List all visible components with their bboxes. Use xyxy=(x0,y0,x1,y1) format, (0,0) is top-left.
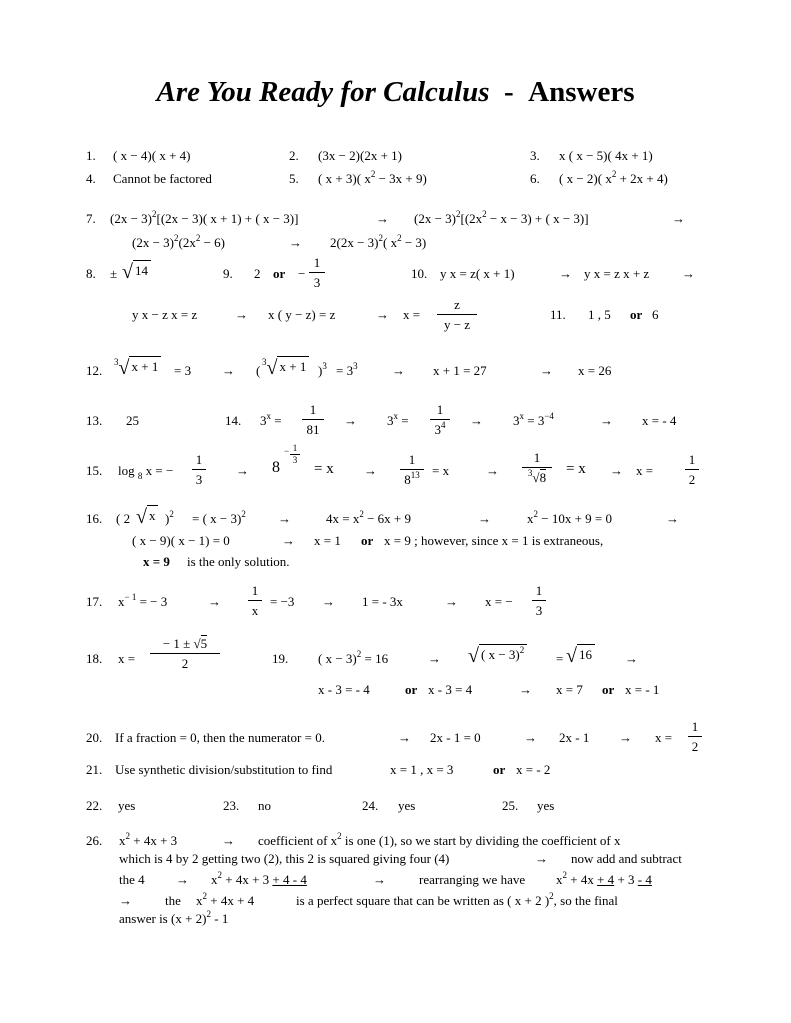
answer-26-line-4c: is a perfect square that can be written as ( x + 2 )$^2$, so the final xyxy=(296,891,618,908)
arrow-icon: → xyxy=(428,651,441,666)
answer-number: 11. xyxy=(550,307,566,322)
answer-16-power: )$^2$ xyxy=(165,509,174,526)
answer-26-line-3c: rearranging we have xyxy=(419,872,526,887)
answer-16-x9: x = 9 ; however, since x = 1 is extraneous, xyxy=(384,533,604,548)
arrow-icon: → xyxy=(208,594,221,609)
answer-19-x-neg1: x = - 1 xyxy=(625,682,660,697)
answer-11-value-2: 6 xyxy=(652,307,659,322)
arrow-icon: → xyxy=(373,872,386,887)
answer-11-values: 1 , 5 xyxy=(588,307,611,322)
answer-26-line-2b: now add and subtract xyxy=(571,851,682,866)
answer-number: 2. xyxy=(289,148,299,163)
answer-12-cube-root: $^3$√ x + 1 xyxy=(114,358,161,378)
answer-16-solution: x = 9 xyxy=(143,554,170,569)
answer-20-text: If a fraction = 0, then the numerator = 0. xyxy=(115,730,325,745)
answer-number: 6. xyxy=(530,171,540,186)
answer-15-eq-x-2: = x xyxy=(432,463,450,478)
answer-16-eq: = ( x − 3)$^2$ xyxy=(192,509,246,526)
answer-26-line-2: which is 4 by 2 getting two (2), this 2 is squared giving four (4) xyxy=(119,851,450,866)
answer-26-line-1: coefficient of $x^2$ is one (1), so we start by dividing the coefficient of x xyxy=(258,831,621,848)
answer-14-fraction-2: $\frac{1}{3^4}$ xyxy=(430,403,450,436)
arrow-icon: → xyxy=(524,730,537,745)
answer-15-fraction-3: $\frac{1}{^3√8}$ xyxy=(522,451,552,484)
arrow-icon: → xyxy=(486,463,499,478)
answer-number: 5. xyxy=(289,171,299,186)
answer-17-step-3: 1 = - 3x xyxy=(362,594,403,609)
answer-number: 17. xyxy=(86,594,103,609)
answer-16-paren: ( 2 xyxy=(116,511,131,526)
answer-19-x7: x = 7 xyxy=(556,682,583,697)
paren: ( xyxy=(256,363,261,378)
answer-number: 14. xyxy=(225,413,242,428)
arrow-icon: → xyxy=(289,235,302,250)
answer-19-radical-2: √ 16 xyxy=(566,646,595,666)
answer-14-final: x = - 4 xyxy=(642,413,677,428)
arrow-icon: → xyxy=(376,211,389,226)
answer-21-value-2: x = - 2 xyxy=(516,762,551,777)
answer-number: 8. xyxy=(86,266,96,281)
answer-17-eq: = −3 xyxy=(270,594,295,609)
title-separator: - xyxy=(504,76,514,108)
answer-15-base-8: 8 xyxy=(272,459,280,476)
answer-25: yes xyxy=(537,798,555,813)
answer-15-exp-sign: − xyxy=(284,446,290,456)
or-label: or xyxy=(273,266,286,281)
answer-23: no xyxy=(258,798,271,813)
arrow-icon: → xyxy=(376,307,389,322)
answer-9-fraction: $\frac{1}{3}$ xyxy=(309,256,325,289)
answer-8-radical: √ 14 xyxy=(122,262,151,282)
answer-4: Cannot be factored xyxy=(113,171,212,186)
answer-number: 7. xyxy=(86,211,96,226)
answer-number: 24. xyxy=(362,798,379,813)
answer-15-eq-x-3: = x xyxy=(566,461,586,477)
answer-10-step-3: y x − z x = z xyxy=(132,307,198,322)
answer-26-final: answer is $(x + 2)^2 - 1$ xyxy=(119,909,229,926)
answer-12-eq: = 3 xyxy=(174,363,192,378)
arrow-icon: → xyxy=(322,594,335,609)
answer-17-fraction: $\frac{1}{x}$ xyxy=(248,584,262,617)
arrow-icon: → xyxy=(222,363,235,378)
answer-12-power: )$^3$ xyxy=(318,361,327,378)
arrow-icon: → xyxy=(600,413,613,428)
answer-number: 22. xyxy=(86,798,103,813)
answer-20-fraction: $\frac{1}{2}$ xyxy=(688,720,702,753)
answer-15-x: x = xyxy=(636,463,654,478)
answer-15-log: log $_8$ x = − xyxy=(118,463,174,481)
answer-17-x: x = − xyxy=(485,594,513,609)
page-title xyxy=(0,78,791,107)
answer-number: 23. xyxy=(223,798,240,813)
answer-7-line-1b: $(2x - 3)^2[(2x^2 - x - 3)$ + ( x − 3)] xyxy=(414,209,589,226)
answer-18-x: x = xyxy=(118,651,136,666)
answer-10-fraction: $\frac{z}{y - z}$ xyxy=(437,298,477,331)
arrow-icon: → xyxy=(540,363,553,378)
answer-19-eq: = xyxy=(556,651,564,666)
answer-7-line-1: $(2x - 3)^2[(2x - 3)$( x + 1) + ( x − 3)] xyxy=(110,209,299,226)
answer-7-line-2: $(2x - 3)^2(2x^2 - 6)$ xyxy=(132,233,226,250)
arrow-icon: → xyxy=(398,730,411,745)
answer-3: x ( x − 5)( 4x + 1) xyxy=(559,148,653,163)
answer-7-line-2b: $2(2x - 3)^2$( $x^2 - 3$) xyxy=(330,233,427,250)
answer-19-step-2b: x - 3 = 4 xyxy=(428,682,473,697)
arrow-icon: → xyxy=(672,211,685,226)
answer-number: 3. xyxy=(530,148,540,163)
answer-5: ( x + 3)( $x^2 - 3x + 9$) xyxy=(318,169,427,186)
answer-15-fraction-4: $\frac{1}{2}$ xyxy=(685,453,699,486)
answer-19-lhs: ( x − 3)$^2$ = 16 xyxy=(318,649,389,666)
arrow-icon: → xyxy=(610,463,623,478)
arrow-icon: → xyxy=(236,463,249,478)
or-label: or xyxy=(405,682,418,697)
answer-16-radical: √ x xyxy=(136,507,158,527)
answer-17-lhs: $x^{- 1}$ = − 3 xyxy=(118,592,168,609)
answer-20-x: x = xyxy=(655,730,673,745)
or-label: or xyxy=(493,762,506,777)
arrow-icon: → xyxy=(666,511,679,526)
answer-21-values: x = 1 , x = 3 xyxy=(390,762,454,777)
answer-16-step-3: $x^2 - 10x + 9 = 0$ xyxy=(527,509,612,526)
answer-15-exp-fraction: $\frac{1}{3}$ xyxy=(290,444,300,465)
arrow-icon: → xyxy=(559,266,572,281)
arrow-icon: → xyxy=(470,413,483,428)
answer-number: 21. xyxy=(86,762,103,777)
answer-16-solution-text: is the only solution. xyxy=(187,554,290,569)
answer-19-radical: √ ( x − 3)$^2$ xyxy=(468,646,527,666)
answer-22: yes xyxy=(118,798,136,813)
answer-number: 20. xyxy=(86,730,103,745)
plus-minus: ± xyxy=(110,266,118,281)
answer-number: 9. xyxy=(223,266,233,281)
arrow-icon: → xyxy=(344,413,357,428)
answer-number: 10. xyxy=(411,266,428,281)
answer-12-step-3: x + 1 = 27 xyxy=(433,363,487,378)
arrow-icon: → xyxy=(222,833,235,848)
answer-number: 1. xyxy=(86,148,96,163)
answer-20-step-1: 2x - 1 = 0 xyxy=(430,730,481,745)
arrow-icon: → xyxy=(278,511,291,526)
title-answers: Answers xyxy=(528,76,635,108)
or-label: or xyxy=(630,307,643,322)
arrow-icon: → xyxy=(519,682,532,697)
or-label: or xyxy=(361,533,374,548)
answer-26-expr: $x^2 + 4x + 3$ xyxy=(119,831,178,848)
answer-12-step-4: x = 26 xyxy=(578,363,612,378)
answer-9-value: 2 xyxy=(254,266,261,281)
answer-number: 15. xyxy=(86,463,103,478)
answer-number: 25. xyxy=(502,798,519,813)
answer-26-line-3a: the 4 xyxy=(119,872,145,887)
answer-2: (3x − 2)(2x + 1) xyxy=(318,148,402,163)
answer-16-step-2: $4x = x^2 - 6x + 9$ xyxy=(326,509,412,526)
answer-26-line-4b: $x^2 + 4x + 4$ xyxy=(196,891,255,908)
answer-number: 13. xyxy=(86,413,103,428)
answer-number: 4. xyxy=(86,171,96,186)
answer-number: 19. xyxy=(272,651,289,666)
answer-14-fraction: $\frac{1}{81}$ xyxy=(302,403,324,436)
arrow-icon: → xyxy=(682,266,695,281)
answer-10-step-4: x ( y − z) = z xyxy=(268,307,336,322)
answer-20-step-2: 2x - 1 xyxy=(559,730,590,745)
answer-15-eq-x: = x xyxy=(314,461,334,477)
answer-16-line-2: ( x − 9)( x − 1) = 0 xyxy=(132,533,230,548)
answer-14-step-3: $3^x = 3^{-4}$ xyxy=(513,411,554,428)
answer-26-line-3b: $x^2 + 4x + 3 + 4 - 4$ xyxy=(211,870,307,887)
arrow-icon: → xyxy=(176,872,189,887)
minus-sign: − xyxy=(298,266,306,281)
arrow-icon: → xyxy=(119,893,132,908)
arrow-icon: → xyxy=(364,463,377,478)
answer-12-cube-root-2: $^3$√ x + 1 xyxy=(262,358,309,378)
answer-number: 18. xyxy=(86,651,103,666)
answer-14-lhs-2: 3$^x$ = xyxy=(387,411,409,428)
title-main: Are You Ready for Calculus xyxy=(156,76,490,108)
arrow-icon: → xyxy=(535,851,548,866)
answer-21-text: Use synthetic division/substitution to find xyxy=(115,762,333,777)
answer-14-lhs: 3$^x$ = xyxy=(260,411,282,428)
answer-13: 25 xyxy=(126,413,139,428)
answer-6: ( x − 2)( $x^2 + 2x + 4$) xyxy=(559,169,668,186)
answer-number: 12. xyxy=(86,363,103,378)
answer-10-x: x = xyxy=(403,307,421,322)
answer-number: 26. xyxy=(86,833,103,848)
arrow-icon: → xyxy=(478,511,491,526)
answer-24: yes xyxy=(398,798,416,813)
answer-26-line-4a: the xyxy=(165,893,181,908)
answer-number: 16. xyxy=(86,511,103,526)
answer-26-line-3d: $x^2 + 4x + 4 + 3 - 4$ xyxy=(556,870,652,887)
arrow-icon: → xyxy=(392,363,405,378)
answer-19-step-2: x - 3 = - 4 xyxy=(318,682,370,697)
arrow-icon: → xyxy=(235,307,248,322)
arrow-icon: → xyxy=(445,594,458,609)
answer-18-fraction: $\frac{- 1 \pm √5}{2}$ xyxy=(150,637,220,670)
answer-10-step-1: y x = z( x + 1) xyxy=(440,266,515,281)
answer-10-step-2: y x = z x + z xyxy=(584,266,650,281)
answer-1: ( x − 4)( x + 4) xyxy=(113,148,191,163)
arrow-icon: → xyxy=(282,533,295,548)
answer-15-fraction: $\frac{1}{3}$ xyxy=(192,453,206,486)
or-label: or xyxy=(602,682,615,697)
arrow-icon: → xyxy=(625,651,638,666)
arrow-icon: → xyxy=(619,730,632,745)
answer-12-eq-2: = $3^3$ xyxy=(336,361,358,378)
answer-17-fraction-2: $\frac{1}{3}$ xyxy=(532,584,546,617)
answer-15-fraction-2: $\frac{1}{8^{13}}$ xyxy=(400,453,424,486)
answer-16-x1: x = 1 xyxy=(314,533,341,548)
